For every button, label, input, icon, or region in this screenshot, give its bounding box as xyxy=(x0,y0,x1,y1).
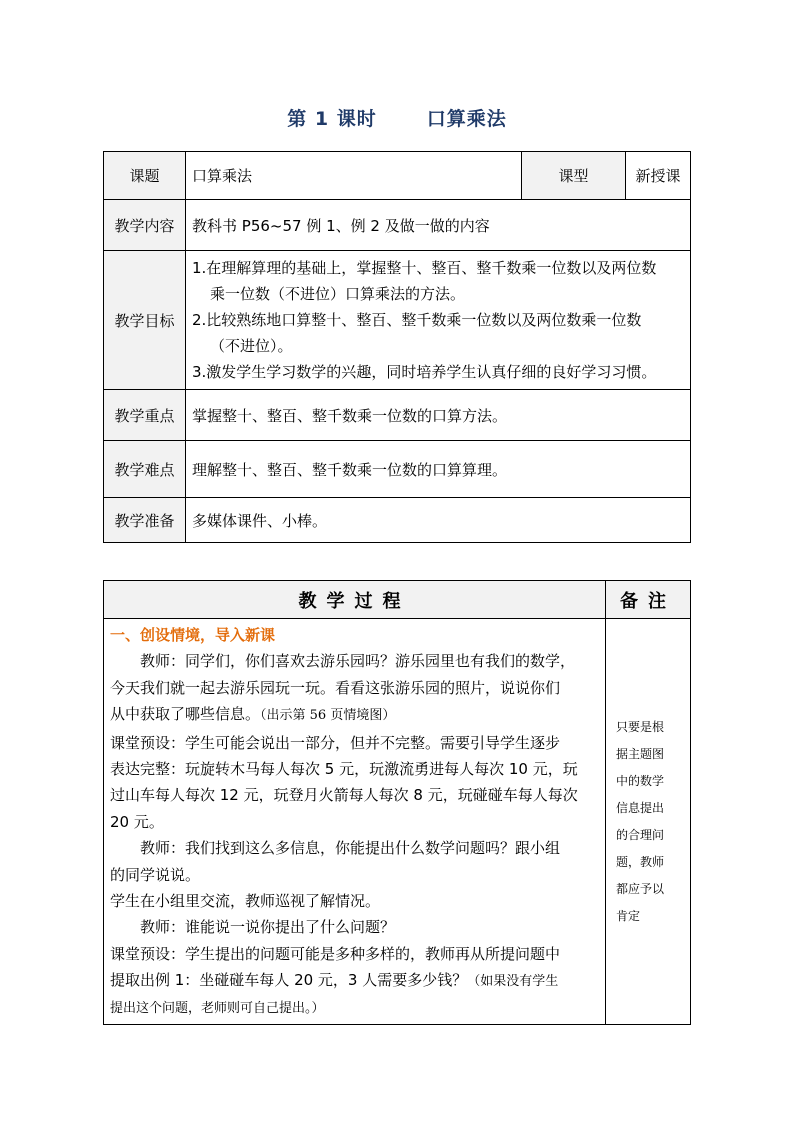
process-line: 过山车每人每次 12 元，玩登月火箭每人每次 8 元，玩碰碰车每人每次 xyxy=(110,786,578,805)
process-line xyxy=(110,967,600,995)
focus-row xyxy=(104,390,691,441)
goal-line: （不进位）。 xyxy=(210,337,293,355)
process-line: 教师：我们找到这么多信息，你能提出什么数学问题吗？跟小组 xyxy=(140,839,561,858)
note-line: 的合理问 xyxy=(616,827,665,842)
lesson-info-table xyxy=(103,151,691,543)
prep-value: 多媒体课件、小棒。 xyxy=(186,498,691,543)
process-content xyxy=(104,619,606,1025)
note-line: 据主题图 xyxy=(616,746,665,761)
difficulty-label: 教学难点 xyxy=(104,441,186,498)
process-text: 从中获取了哪些信息。 xyxy=(110,705,261,724)
note-line: 都应予以 xyxy=(616,881,665,896)
topic-value: 口算乘法 xyxy=(186,152,522,200)
type-label: 课型 xyxy=(522,152,626,200)
content-value: 教科书 P56~57 例 1、例 2 及做一做的内容 xyxy=(186,200,691,251)
process-body-row xyxy=(104,619,691,1025)
prep-label: 教学准备 xyxy=(104,498,186,543)
note-line: 信息提出 xyxy=(616,800,665,815)
note-line: 题，教师 xyxy=(616,854,665,869)
goal-line: 乘一位数（不进位）口算乘法的方法。 xyxy=(210,285,466,303)
note-content xyxy=(606,619,691,1025)
goals-value xyxy=(186,251,691,390)
process-line: 学生在小组里交流，教师巡视了解情况。 xyxy=(110,892,381,911)
section-heading: 一、创设情境，导入新课 xyxy=(110,626,276,644)
topic-label: 课题 xyxy=(104,152,186,200)
lesson-topic: 口算乘法 xyxy=(426,108,507,130)
goals-label: 教学目标 xyxy=(104,251,186,390)
goal-line: 2.比较熟练地口算整十、整百、整千数乘一位数以及两位数乘一位数 xyxy=(192,311,642,329)
process-header-row xyxy=(104,581,691,619)
process-line: 表达完整：玩旋转木马每人每次 5 元，玩激流勇进每人每次 10 元，玩 xyxy=(110,760,578,779)
process-aside: （出示第 56 页情境图） xyxy=(260,708,396,724)
focus-label: 教学重点 xyxy=(104,390,186,441)
type-value: 新授课 xyxy=(626,152,691,200)
note-line: 只要是根 xyxy=(616,719,665,734)
note-header: 备注 xyxy=(606,581,691,619)
process-line xyxy=(110,701,600,729)
process-line: 今天我们就一起去游乐园玩一玩。看看这张游乐园的照片，说说你们 xyxy=(110,678,561,697)
goal-line: 3.激发学生学习数学的兴趣，同时培养学生认真仔细的良好学习习惯。 xyxy=(192,363,657,381)
note-line: 中的数学 xyxy=(616,773,665,788)
lesson-number: 第 1 课时 xyxy=(287,108,377,130)
note-line: 肯定 xyxy=(616,908,641,923)
topic-row xyxy=(104,152,691,200)
goal-line: 1.在理解算理的基础上，掌握整十、整百、整千数乘一位数以及两位数 xyxy=(192,259,657,277)
content-label: 教学内容 xyxy=(104,200,186,251)
focus-value: 掌握整十、整百、整千数乘一位数的口算方法。 xyxy=(186,390,691,441)
process-line: 课堂预设：学生提出的问题可能是多种多样的，教师再从所提问题中 xyxy=(110,944,561,963)
process-line: 20 元。 xyxy=(110,812,164,831)
content-row xyxy=(104,200,691,251)
process-text: 提取出例 1：坐碰碰车每人 20 元，3 人需要多少钱？ xyxy=(110,971,468,990)
difficulty-row xyxy=(104,441,691,498)
process-line: 教师：谁能说一说你提出了什么问题？ xyxy=(140,918,396,937)
teaching-process-table xyxy=(103,580,691,1025)
goals-row xyxy=(104,251,691,390)
process-line: 教师：同学们，你们喜欢去游乐园吗？游乐园里也有我们的数学， xyxy=(140,652,576,671)
prep-row xyxy=(104,498,691,543)
process-header: 教学过程 xyxy=(104,581,606,619)
difficulty-value: 理解整十、整百、整千数乘一位数的口算算理。 xyxy=(186,441,691,498)
process-aside: （如果没有学生 xyxy=(467,974,559,990)
page-title xyxy=(0,104,794,131)
process-line: 提出这个问题，老师则可自己提出。） xyxy=(110,1000,325,1016)
process-line: 的同学说说。 xyxy=(110,865,201,884)
process-line: 课堂预设：学生可能会说出一部分，但并不完整。需要引导学生逐步 xyxy=(110,733,561,752)
